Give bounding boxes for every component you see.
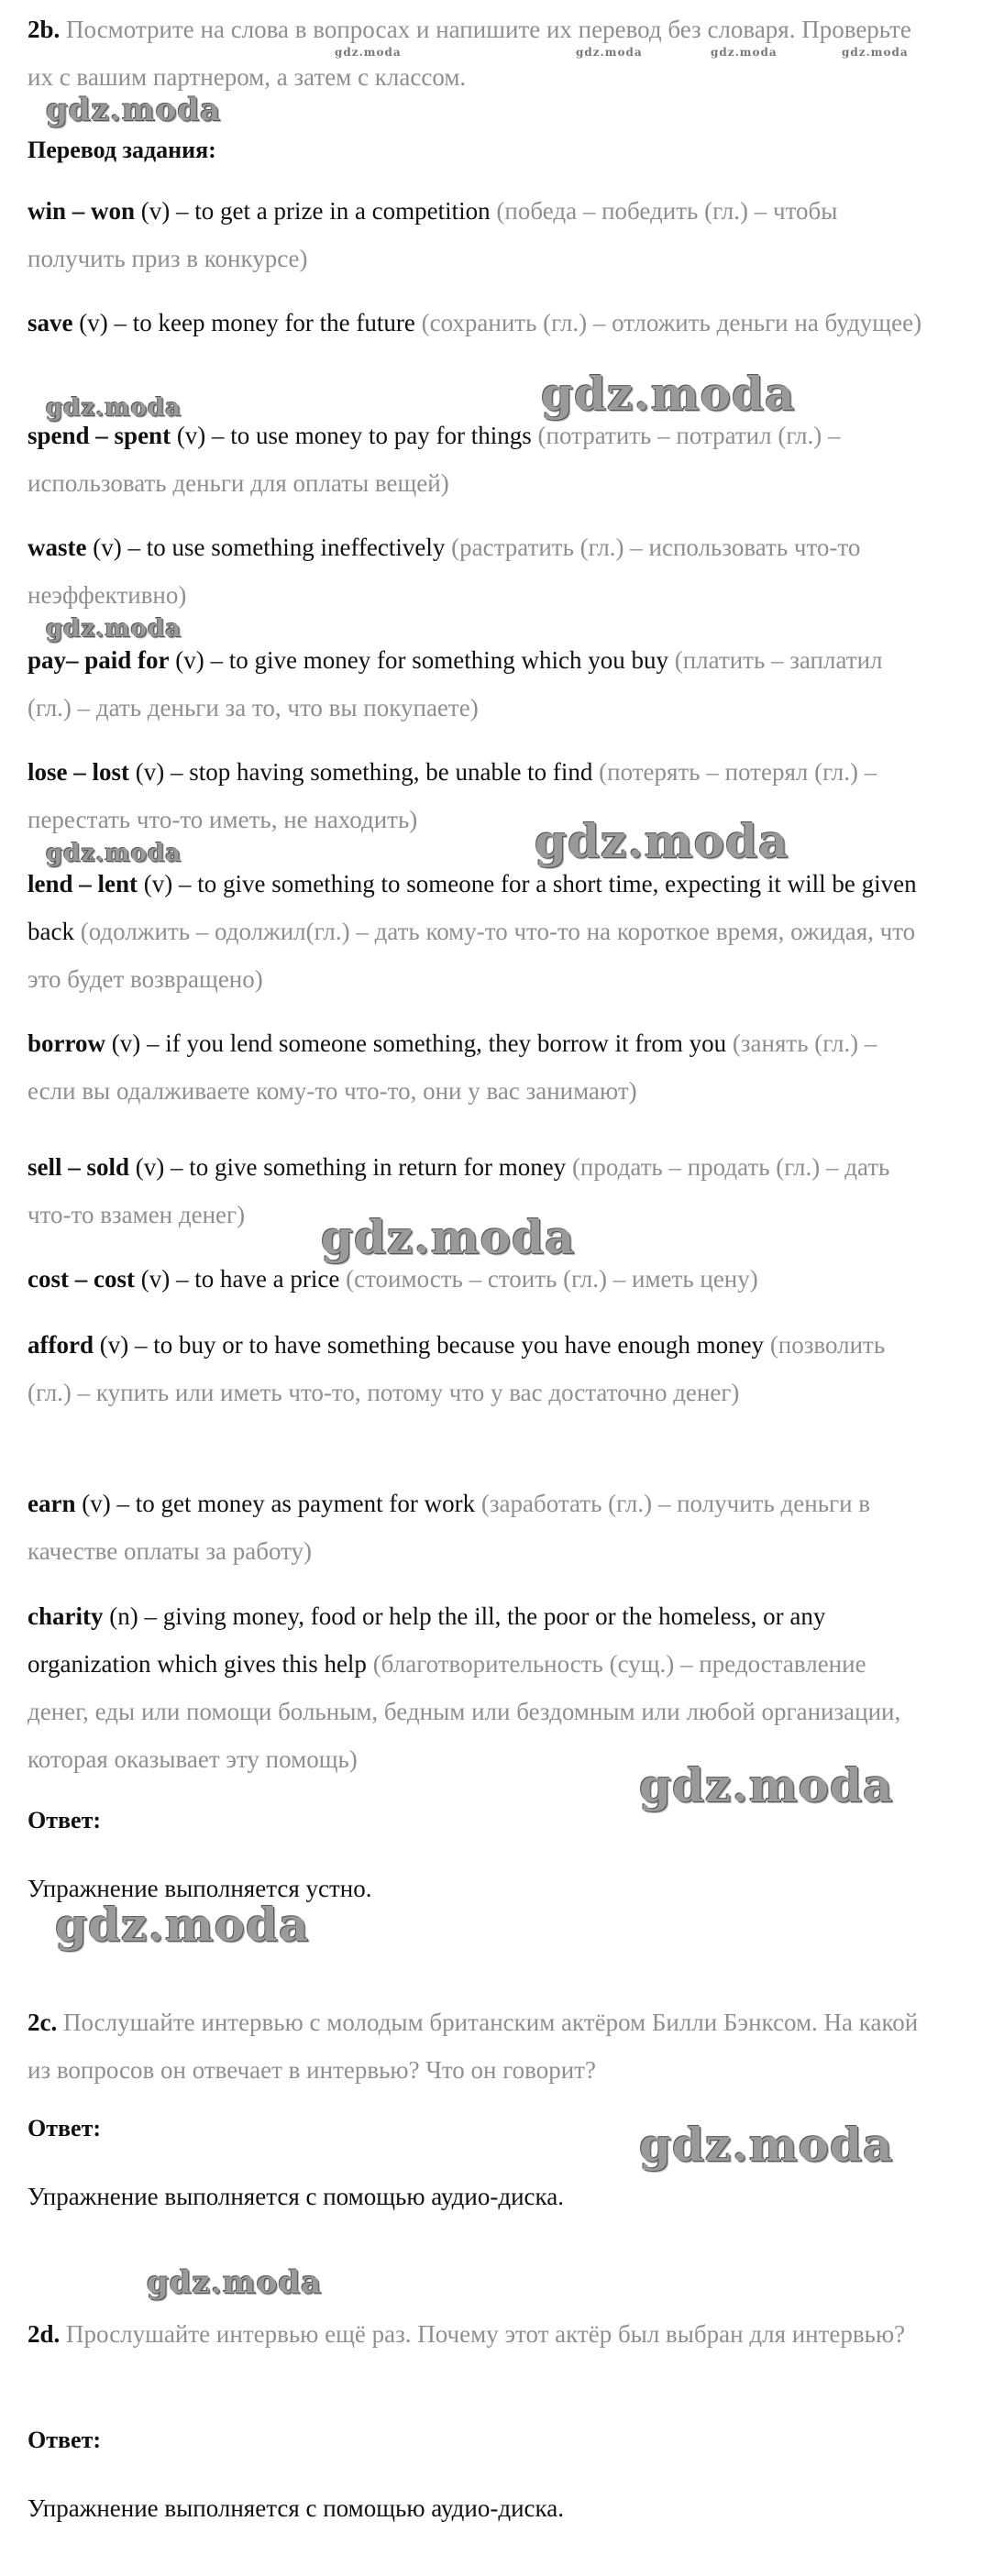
watermark-logo: gdz.moda: [535, 814, 789, 868]
entry-translation: (сохранить (гл.) – отложить деньги на будущее): [421, 309, 922, 336]
watermark-logo: gdz.moda: [46, 615, 182, 643]
entry-word: pay– paid for: [28, 646, 170, 674]
watermark-logo: gdz.moda: [46, 394, 182, 422]
task-number: 2d.: [28, 2320, 61, 2348]
entry-definition: – stop having something, be unable to find: [164, 758, 600, 786]
watermark-logo: gdz.moda: [541, 367, 796, 421]
answer-text: Упражнение выполняется устно.: [28, 1875, 372, 1902]
entry-word: lend – lent: [28, 870, 138, 897]
entry-pos: (v): [93, 1331, 129, 1359]
translation-label: Перевод задания:: [28, 137, 216, 163]
entry-pos: (v): [75, 1490, 111, 1517]
answer-text: Упражнение выполняется с помощью аудио-диска.: [28, 2494, 564, 2522]
vocab-entry: [28, 299, 931, 347]
entry-definition: – to use money to pay for things: [205, 422, 538, 449]
vocab-entry: [28, 523, 931, 619]
entry-pos: (v): [129, 758, 165, 786]
vocab-entry: [28, 636, 931, 732]
entry-translation: (позволить (гл.) – купить или иметь что-то, потому что у вас достаточно денег): [28, 1331, 886, 1406]
vocab-entry: [28, 860, 931, 1003]
entry-translation: (растратить (гл.) – использовать что-то неэффективно): [28, 534, 861, 609]
answer-text: Упражнение выполняется с помощью аудио-диска.: [28, 2183, 564, 2210]
watermark-logo: gdz.moda: [639, 1758, 894, 1812]
entry-definition: – to get a prize in a competition: [170, 197, 497, 225]
watermark-logo: gdz.moda: [335, 46, 402, 59]
task-2b: [28, 6, 931, 101]
entry-pos: (v): [135, 197, 171, 225]
answer-label: Ответ:: [28, 2115, 102, 2141]
vocab-entry: [28, 412, 931, 507]
entry-translation: (одолжить – одолжил(гл.) – дать кому-то что-то на короткое время, ожидая, что это будет возвращено): [28, 918, 916, 993]
entry-definition: – to give something to someone for a short time, expecting it will be given back: [28, 870, 917, 945]
entry-word: spend – spent: [28, 422, 171, 449]
entry-definition: – to keep money for the future: [107, 309, 422, 336]
entry-translation: (заработать (гл.) – получить деньги в качестве оплаты за работу): [28, 1490, 871, 1565]
answer-label: Ответ:: [28, 1807, 102, 1833]
entry-pos: (v): [105, 1029, 141, 1057]
vocab-entry: [28, 1321, 931, 1416]
entry-translation: (платить – заплатил (гл.) – дать деньги за то, что вы покупаете): [28, 646, 883, 721]
watermark-logo: gdz.moda: [46, 92, 222, 128]
watermark-logo: gdz.moda: [55, 1898, 310, 1952]
entry-pos: (v): [72, 309, 108, 336]
entry-translation: (победа – победить (гл.) – чтобы получить приз в конкурсе): [28, 197, 838, 272]
entry-translation: (потратить – потратил (гл.) – использовать деньги для оплаты вещей): [28, 422, 841, 497]
vocab-entry: [28, 187, 931, 282]
entry-translation: (занять (гл.) – если вы одалживаете кому-то что-то, они у вас занимают): [28, 1029, 877, 1105]
watermark-logo: gdz.moda: [147, 2264, 323, 2301]
vocab-entry: [28, 1019, 931, 1115]
entry-pos: (v): [169, 646, 204, 674]
entry-definition: – giving money, food or help the ill, the poor or the homeless, or any organization which gives this help: [28, 1602, 826, 1678]
entry-word: charity: [28, 1602, 104, 1630]
entry-word: waste: [28, 534, 87, 561]
entry-definition: – to use something ineffectively: [121, 534, 452, 561]
task-text: Посмотрите на слова в вопросах и напишите их перевод без словаря. Проверьте их с вашим партнером, а затем с классом.: [28, 16, 911, 91]
entry-definition: – to give money for something which you buy: [204, 646, 675, 674]
entry-pos: (v): [134, 1265, 171, 1293]
vocab-entry: [28, 748, 931, 843]
task-text: Прослушайте интервью ещё раз. Почему этот актёр был выбран для интервью?: [60, 2320, 906, 2348]
entry-word: earn: [28, 1490, 76, 1517]
watermark-logo: gdz.moda: [576, 46, 643, 59]
task-text: Послушайте интервью с молодым британским актёром Билли Бэнксом. На какой из вопросов он отвечает в интервью? Что он говорит?: [28, 2009, 919, 2084]
entry-definition: – to have a price: [170, 1265, 347, 1293]
vocab-entry: [28, 1480, 931, 1575]
entry-definition: – to get money as payment for work: [110, 1490, 481, 1517]
entry-translation: (стоимость – стоить (гл.) – иметь цену): [346, 1265, 758, 1293]
answer-label: Ответ:: [28, 2427, 102, 2453]
watermark-logo: gdz.moda: [842, 46, 909, 59]
entry-pos: (n): [103, 1602, 138, 1630]
entry-definition: – to give something in return for money: [164, 1153, 572, 1181]
task-2c: [28, 1998, 931, 2094]
entry-pos: (v): [129, 1153, 165, 1181]
entry-word: sell – sold: [28, 1153, 130, 1181]
entry-pos: (v): [86, 534, 122, 561]
entry-pos: (v): [138, 870, 173, 897]
task-number: 2b.: [28, 16, 61, 43]
entry-pos: (v): [171, 422, 206, 449]
watermark-logo: gdz.moda: [321, 1210, 576, 1264]
task-number: 2c.: [28, 2009, 58, 2036]
entry-word: lose – lost: [28, 758, 129, 786]
entry-word: afford: [28, 1331, 94, 1359]
entry-word: borrow: [28, 1029, 105, 1057]
entry-word: cost – cost: [28, 1265, 135, 1293]
entry-definition: – if you lend someone something, they borrow it from you: [140, 1029, 733, 1057]
vocab-entry: [28, 1592, 931, 1783]
vocab-entry: [28, 1255, 931, 1303]
task-2d: [28, 2310, 931, 2358]
entry-translation: (благотворительность (сущ.) – предоставление денег, еды или помощи больным, бедным или бездомным или любой организации, которая оказывает эту помощь): [28, 1650, 901, 1773]
entry-word: save: [28, 309, 73, 336]
entry-word: win – won: [28, 197, 136, 225]
watermark-logo: gdz.moda: [639, 2118, 894, 2172]
vocab-entry: [28, 1143, 931, 1238]
entry-definition: – to buy or to have something because you have enough money: [128, 1331, 770, 1359]
watermark-logo: gdz.moda: [46, 840, 182, 867]
entry-translation: (продать – продать (гл.) – дать что-то взамен денег): [28, 1153, 890, 1228]
watermark-logo: gdz.moda: [711, 46, 778, 59]
entry-translation: (потерять – потерял (гл.) – перестать что-то иметь, не находить): [28, 758, 877, 833]
